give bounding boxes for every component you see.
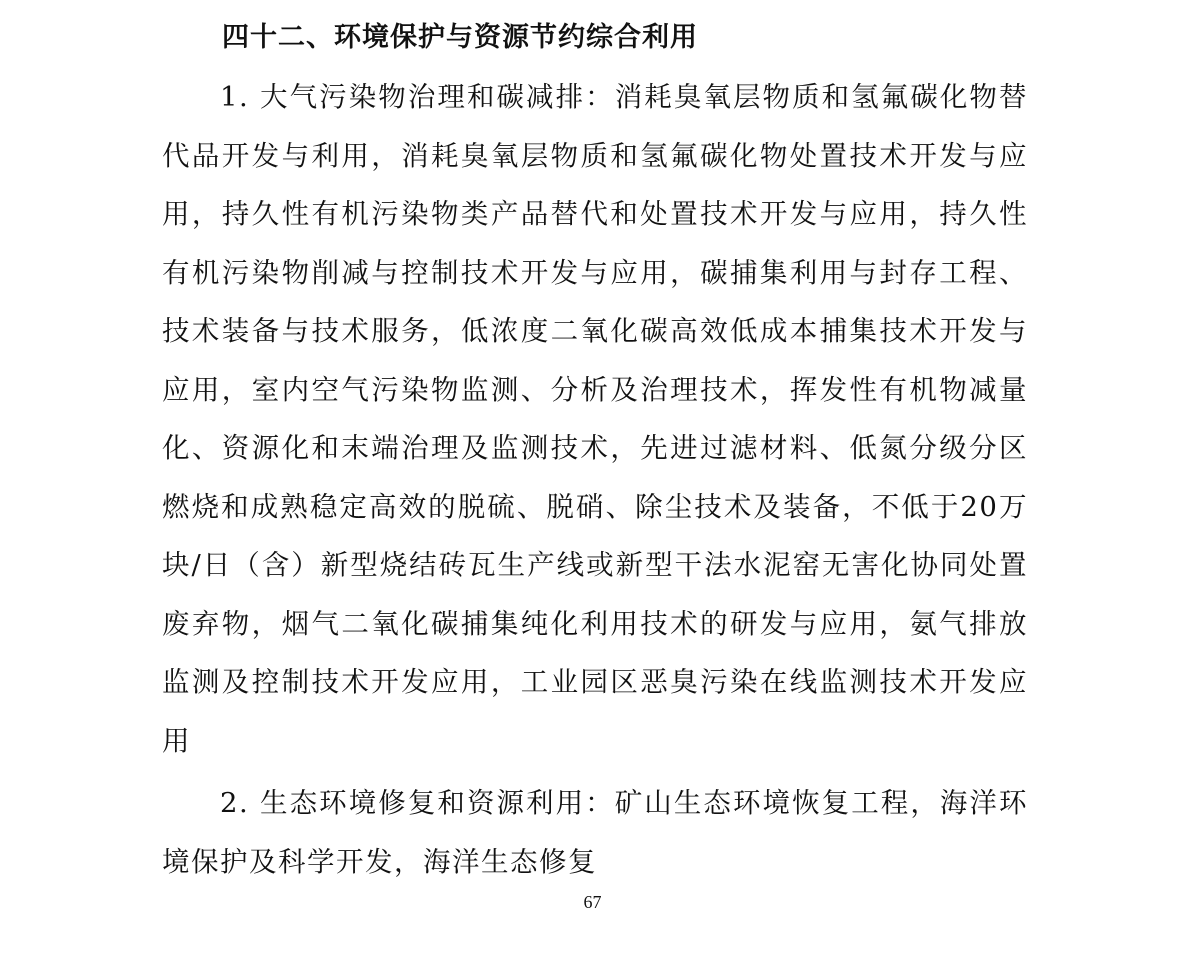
paragraph-air-pollution-carbon-reduction: 1. 大气污染物治理和碳减排：消耗臭氧层物质和氢氟碳化物替代品开发与利用，消耗臭氧层物质和氢氟碳化物处置技术开发与应用，持久性有机污染物类产品替代和处置技术开发与应用，持久性有机污染物削减与控制技术开发与应用，碳捕集利用与封存工程、技术装备与技术服务，低浓度二氧化碳高效低成本捕集技术开发与应用，室内空气污染物监测、分析及治理技术，挥发性有机物减量化、资源化和末端治理及监测技术，先进过滤材料、低氮分级分区燃烧和成熟稳定高效的脱硫、脱硝、除尘技术及装备，不低于20万块/日（含）新型烧结砖瓦生产线或新型干法水泥窑无害化协同处置废弃物，烟气二氧化碳捕集纯化利用技术的研发与应用，氨气排放监测及控制技术开发应用，工业园区恶臭污染在线监测技术开发应用 bbox=[162, 81, 1028, 757]
page-number: 67 bbox=[583, 892, 602, 912]
section-title: 四十二、环境保护与资源节约综合利用 bbox=[222, 22, 698, 53]
paragraph-ecological-restoration: 2. 生态环境修复和资源利用：矿山生态环境恢复工程，海洋环境保护及科学开发，海洋生态修复 bbox=[162, 787, 1028, 878]
